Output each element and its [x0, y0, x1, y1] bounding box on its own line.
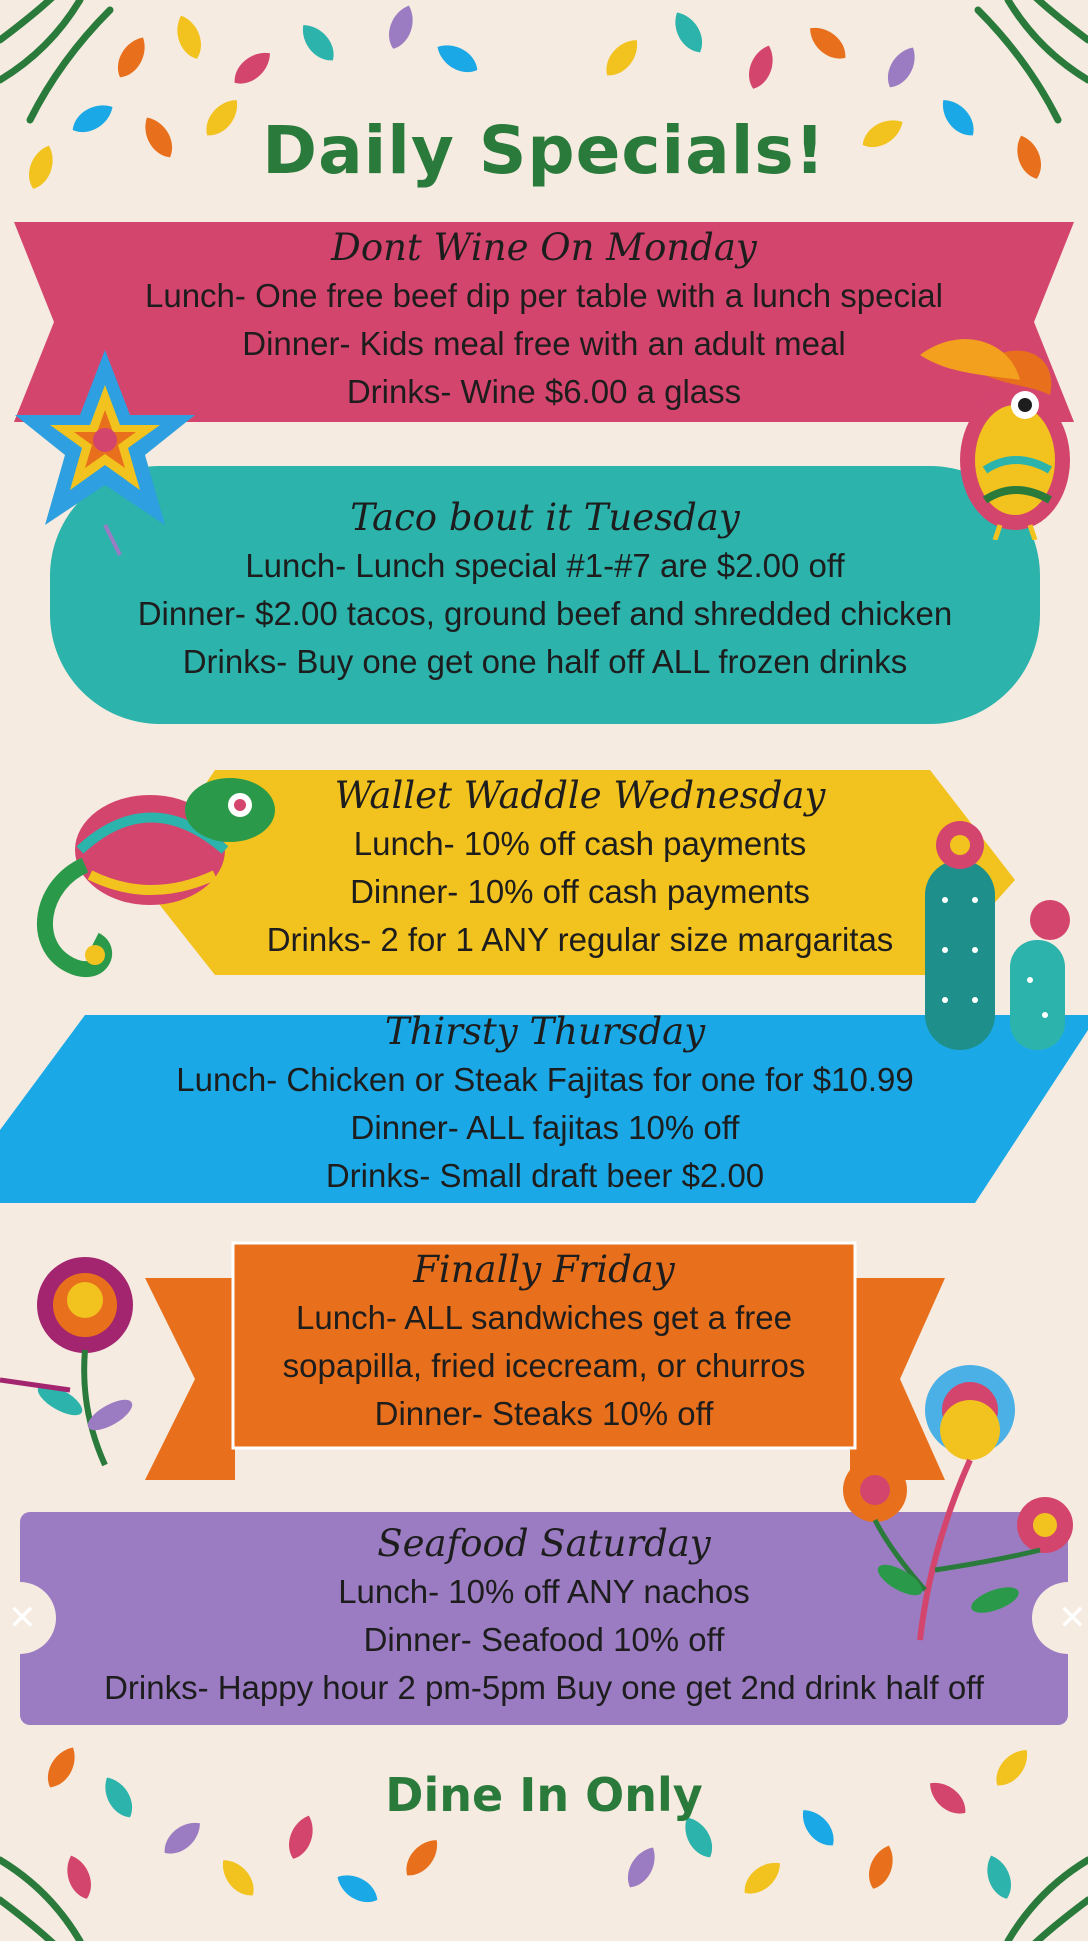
special-line: Drinks- 2 for 1 ANY regular size margaritas: [266, 921, 894, 958]
friday-banner-tail-left: [145, 1278, 235, 1480]
ticket-notch-mark-right: ✕: [1058, 1599, 1087, 1637]
special-day-title: Taco bout it Tuesday: [350, 496, 740, 539]
special-line: Lunch- 10% off cash payments: [353, 825, 807, 862]
special-line: Dinner- $2.00 tacos, ground beef and shredded chicken: [137, 595, 953, 632]
special-tuesday: [50, 494, 1040, 686]
special-line: Dinner- ALL fajitas 10% off: [350, 1109, 740, 1146]
special-line: Lunch- Lunch special #1-#7 are $2.00 off: [245, 547, 845, 584]
special-line: Lunch- ALL sandwiches get a free: [296, 1299, 792, 1336]
special-thursday: [40, 1008, 1050, 1200]
special-day-title: Dont Wine On Monday: [331, 226, 757, 269]
special-line: Drinks- Happy hour 2 pm-5pm Buy one get 2nd drink half off: [104, 1669, 984, 1706]
special-day-title: Thirsty Thursday: [384, 1010, 706, 1053]
special-line: Dinner- 10% off cash payments: [350, 873, 810, 910]
special-line: Lunch- 10% off ANY nachos: [338, 1573, 750, 1610]
special-monday: [14, 224, 1074, 416]
special-wednesday: [200, 772, 960, 964]
special-line: Dinner- Steaks 10% off: [374, 1395, 714, 1432]
footer-note: Dine In Only: [385, 1768, 703, 1822]
special-line: Lunch- One free beef dip per table with a lunch special: [145, 277, 943, 314]
special-line: Dinner- Seafood 10% off: [363, 1621, 725, 1658]
special-day-title: Wallet Waddle Wednesday: [334, 774, 826, 817]
special-line: Drinks- Small draft beer $2.00: [325, 1157, 765, 1194]
special-line: Dinner- Kids meal free with an adult meal: [242, 325, 846, 362]
special-line: Drinks- Wine $6.00 a glass: [346, 373, 742, 410]
special-line: Lunch- Chicken or Steak Fajitas for one for $10.99: [176, 1061, 914, 1098]
special-line: Drinks- Buy one get one half off ALL frozen drinks: [182, 643, 908, 680]
special-line: sopapilla, fried icecream, or churros: [282, 1347, 806, 1384]
special-friday: [233, 1246, 855, 1438]
special-day-title: Finally Friday: [413, 1248, 675, 1291]
page-title: Daily Specials!: [262, 112, 826, 189]
special-day-title: Seafood Saturday: [377, 1522, 711, 1565]
folk-flower-icon: [0, 1240, 140, 1470]
ticket-notch-mark-left: ✕: [8, 1599, 37, 1637]
special-saturday: [20, 1520, 1068, 1712]
